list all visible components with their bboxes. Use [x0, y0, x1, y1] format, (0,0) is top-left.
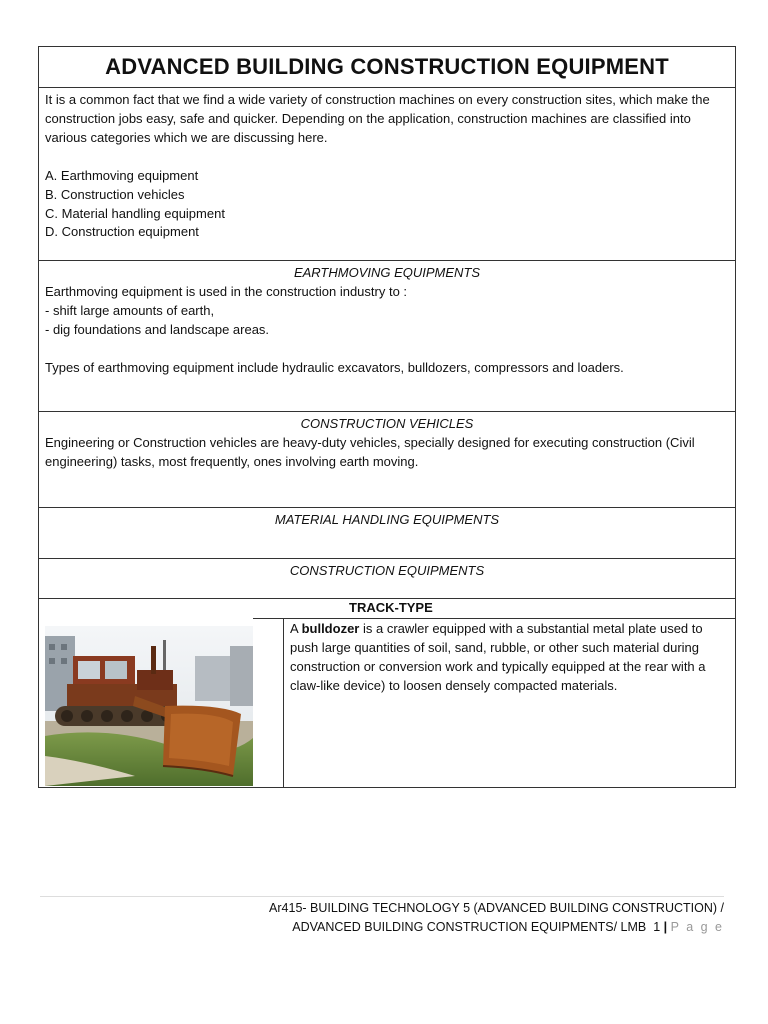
earthmoving-lead: Earthmoving equipment is used in the construction industry to :	[45, 283, 408, 299]
construction-section	[39, 559, 735, 599]
material-section	[39, 508, 735, 559]
vehicles-section	[39, 412, 735, 508]
list-item: C. Material handling equipment	[45, 205, 225, 221]
intro-section	[39, 88, 735, 261]
list-item: A. Earthmoving equipment	[45, 167, 199, 183]
list-item: D. Construction equipment	[45, 224, 199, 240]
title-row	[39, 47, 735, 88]
vehicles-text: Engineering or Construction vehicles are heavy-duty vehicles, specially designed for executing construction (Civil engineering) tasks, most frequently, ones involving earth moving.	[45, 434, 695, 469]
intro-paragraph: It is a common fact that we find a wide variety of construction machines on every construction sites, which make the construction jobs easy, safe and quicker. Depending on the application, construction machines are classified into various categories which we are discussing here.	[45, 92, 710, 145]
page-footer	[40, 896, 724, 937]
bulldozer-term: bulldozer	[301, 621, 360, 636]
footer-course: ADVANCED BUILDING CONSTRUCTION EQUIPMENTS/ LMB	[292, 920, 647, 934]
track-type-label: TRACK-TYPE	[349, 600, 433, 615]
page-title: ADVANCED BUILDING CONSTRUCTION EQUIPMENT	[105, 54, 669, 79]
footer-line-1: Ar415- BUILDING TECHNOLOGY 5 (ADVANCED BUILDING CONSTRUCTION) /	[269, 901, 724, 915]
footer-line-2	[40, 918, 724, 937]
footer-separator: |	[663, 920, 668, 934]
bulldozer-text-pre: A	[290, 621, 302, 636]
list-item: B. Construction vehicles	[45, 186, 185, 202]
page-word: P a g e	[670, 920, 724, 934]
bulldozer-description	[284, 618, 735, 787]
track-type-row	[39, 599, 735, 618]
bulldozer-row	[39, 618, 735, 787]
earthmoving-types: Types of earthmoving equipment include hydraulic excavators, bulldozers, compressors and loaders.	[45, 359, 624, 375]
bulldozer-photo	[45, 626, 253, 786]
page-number: 1	[653, 920, 661, 934]
section-heading-material: MATERIAL HANDLING EQUIPMENTS	[274, 512, 500, 527]
document-table	[38, 46, 736, 788]
photo-cell	[39, 618, 284, 787]
list-item: - dig foundations and landscape areas.	[45, 321, 270, 337]
section-heading-construction: CONSTRUCTION EQUIPMENTS	[289, 563, 485, 578]
earthmoving-section	[39, 261, 735, 412]
section-heading-earthmoving: EARTHMOVING EQUIPMENTS	[293, 265, 481, 280]
bulldozer-text-post: is a crawler equipped with a substantial metal plate used to push large quantities of soil, sand, rubble, or other such material during construction or conversion work and typically equipped at the rear with a claw-like device) to loosen densely compacted materials.	[290, 621, 706, 693]
list-item: - shift large amounts of earth,	[45, 302, 215, 318]
section-heading-vehicles: CONSTRUCTION VEHICLES	[300, 416, 474, 431]
